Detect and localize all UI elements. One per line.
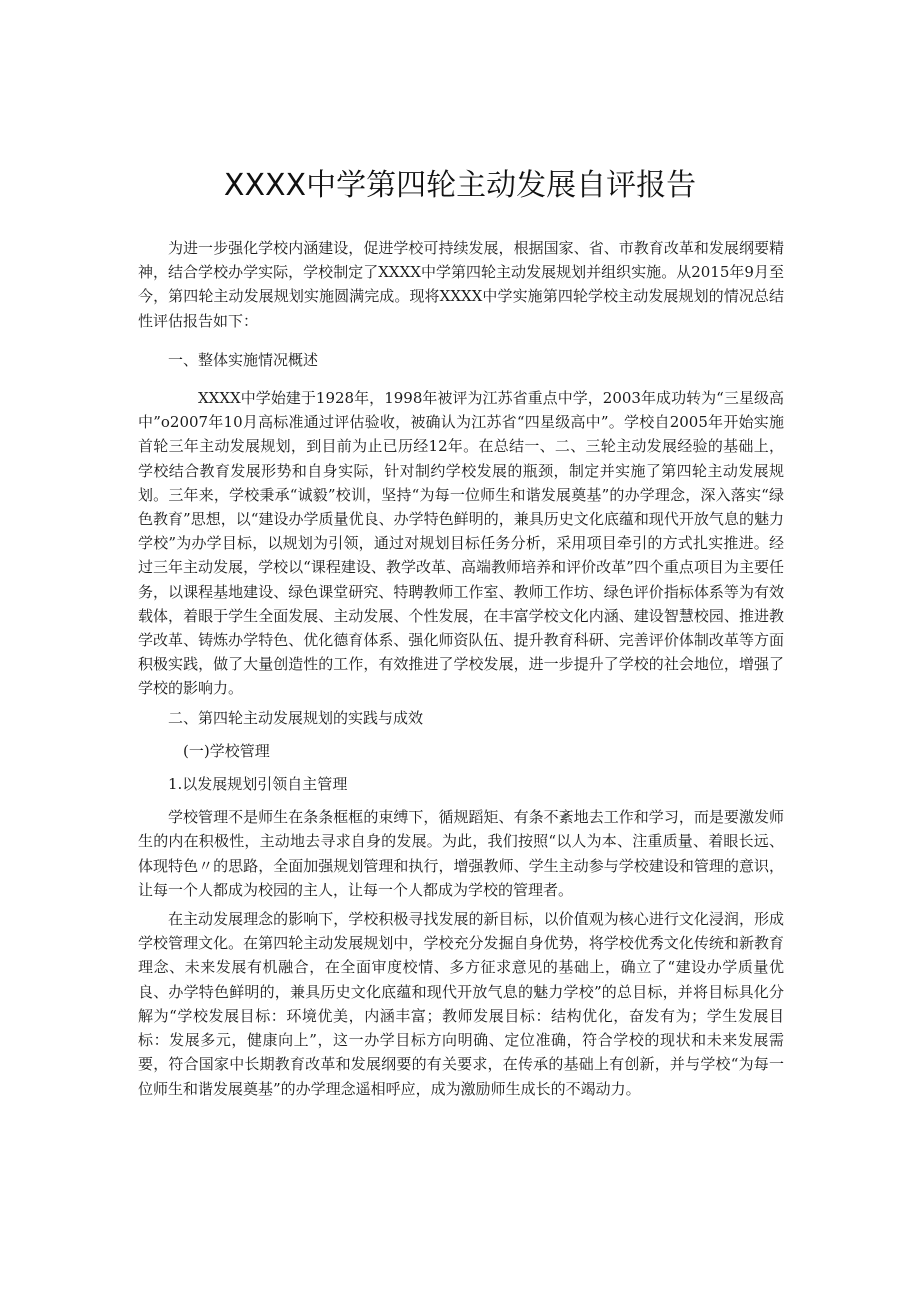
culture-paragraph: 在主动发展理念的影响下，学校积极寻找发展的新目标，以价值观为核心进行文化浸润，形成学校管理文化。在第四轮主动发展规划中，学校充分发掘自身优势，将学校优秀文化传统和新教育理念、未来发展有机融合，在全面审度校情、多方征求意见的基础上，确立了“建设办学质量优良、办学特色鲜明的，兼具历史文化底蕴和现代开放气息的魅力学校”的总目标，并将目标具化分解为“学校发展目标：环境优美，内涵丰富；教师发展目标：结构优化，奋发有为；学生发展目标：发展多元，健康向上”，这一办学目标方向明确、定位准确，符合学校的现状和未来发展需要，符合国家中长期教育改革和发展纲要的有关要求，在传承的基础上有创新，并与学校“为每一位师生和谐发展奠基”的办学理念遥相呼应，成为激励师生成长的不竭动力。	[138, 910, 784, 1098]
subsection-heading-management: (一)学校管理	[183, 741, 270, 760]
intro-paragraph: 为进一步强化学校内涵建设，促进学校可持续发展，根据国家、省、市教育改革和发展纲要精神，结合学校办学实际，学校制定了XXXX中学第四轮主动发展规划并组织实施。从2015年9月至今，第四轮主动发展规划实施圆满完成。现将XXXX中学实施第四轮学校主动发展规划的情况总结性评估报告如下：	[138, 239, 784, 330]
section-heading-overview: 一、整体实施情况概述	[168, 350, 319, 369]
item-heading-planning: 1.以发展规划引领自主管理	[168, 775, 348, 794]
overview-paragraph: XXXX中学始建于1928年，1998年被评为江苏省重点中学，2003年成功转为“三星级高中”o2007年10月高标准通过评估验收，被确认为江苏省“四星级高中”。学校自2005年开始实施首轮三年主动发展规划，到目前为止已历经12年。在总结一、二、三轮主动发展经验的基础上，学校结合教育发展形势和自身实际，针对制约学校发展的瓶颈，制定并实施了第四轮主动发展规划。三年来，学校秉承“诚毅”校训，坚持“为每一位师生和谐发展奠基”的办学理念，深入落实“绿色教育”思想，以“建设办学质量优良、办学特色鲜明的，兼具历史文化底蕴和现代开放气息的魅力学校”为办学目标，以规划为引领，通过对规划目标任务分析，采用项目牵引的方式扎实推进。经过三年主动发展，学校以“课程建设、教学改革、高端教师培养和评价改革”四个重点项目为主要任务，以课程基地建设、绿色课堂研究、特聘教师工作室、教师工作坊、绿色评价指标体系等为有效载体，着眼于学生全面发展、主动发展、个性发展，在丰富学校文化内涵、建设智慧校园、推进教学改革、铸炼办学特色、优化德育体系、强化师资队伍、提升教育科研、完善评价体制改革等方面积极实践，做了大量创造性的工作，有效推进了学校发展，进一步提升了学校的社会地位，增强了学校的影响力。	[138, 389, 784, 698]
document-title: XXXX中学第四轮主动发展自评报告	[223, 168, 697, 204]
section-heading-practice: 二、第四轮主动发展规划的实践与成效	[168, 708, 424, 727]
management-paragraph: 学校管理不是师生在条条框框的束缚下，循规蹈矩、有条不紊地去工作和学习，而是要激发师生的内在积极性，主动地去寻求自身的发展。为此，我们按照“以人为本、注重质量、着眼长远、体现特色〃的思路，全面加强规划管理和执行，增强教师、学生主动参与学校建设和管理的意识，让每一个人都成为校园的主人，让每一个人都成为学校的管理者。	[138, 808, 784, 899]
document-body	[138, 236, 784, 1101]
